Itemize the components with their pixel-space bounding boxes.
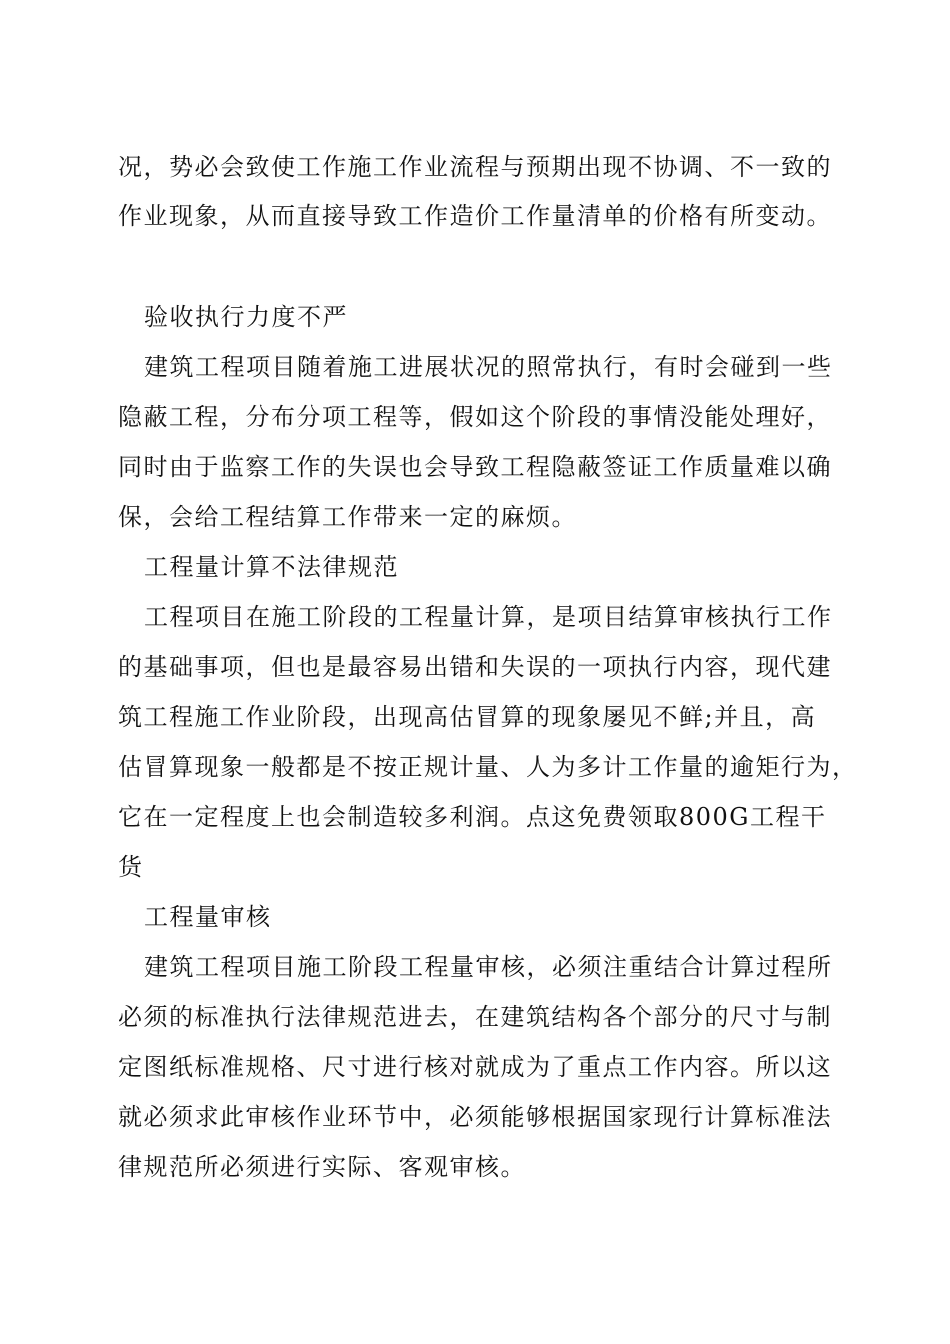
paragraph-line: 隐蔽工程，分布分项工程等，假如这个阶段的事情没能处理好， <box>118 403 832 431</box>
section-heading-quantity-calculation: 工程量计算不法律规范 <box>144 553 399 581</box>
section-heading-acceptance: 验收执行力度不严 <box>144 303 348 331</box>
paragraph-line: 律规范所必须进行实际、客观审核。 <box>118 1153 526 1181</box>
paragraph-line: 保，会给工程结算工作带来一定的麻烦。 <box>118 503 577 531</box>
paragraph-line: 必须的标准执行法律规范进去，在建筑结构各个部分的尺寸与制 <box>118 1003 832 1031</box>
paragraph-line: 筑工程施工作业阶段，出现高估冒算的现象屡见不鲜;并且，高 <box>118 703 817 731</box>
section-heading-quantity-review: 工程量审核 <box>144 903 272 931</box>
paragraph-line: 估冒算现象一般都是不按正规计量、人为多计工作量的逾矩行为， <box>118 753 858 781</box>
paragraph-line: 工程项目在施工阶段的工程量计算，是项目结算审核执行工作 <box>144 603 833 631</box>
paragraph-line: 它在一定程度上也会制造较多利润。点这免费领取800G工程干 <box>118 803 827 831</box>
paragraph-line: 建筑工程项目随着施工进展状况的照常执行，有时会碰到一些 <box>144 353 833 381</box>
paragraph-line: 货 <box>118 853 144 881</box>
paragraph-line: 就必须求此审核作业环节中，必须能够根据国家现行计算标准法 <box>118 1103 832 1131</box>
paragraph-line: 的基础事项，但也是最容易出错和失误的一项执行内容，现代建 <box>118 653 832 681</box>
paragraph-line: 建筑工程项目施工阶段工程量审核，必须注重结合计算过程所 <box>144 953 833 981</box>
paragraph-line: 况，势必会致使工作施工作业流程与预期出现不协调、不一致的 <box>118 153 832 181</box>
paragraph-line: 作业现象，从而直接导致工作造价工作量清单的价格有所变动。 <box>118 202 832 230</box>
paragraph-line: 定图纸标准规格、尺寸进行核对就成为了重点工作内容。所以这 <box>118 1053 832 1081</box>
paragraph-line: 同时由于监察工作的失误也会导致工程隐蔽签证工作质量难以确 <box>118 453 832 481</box>
